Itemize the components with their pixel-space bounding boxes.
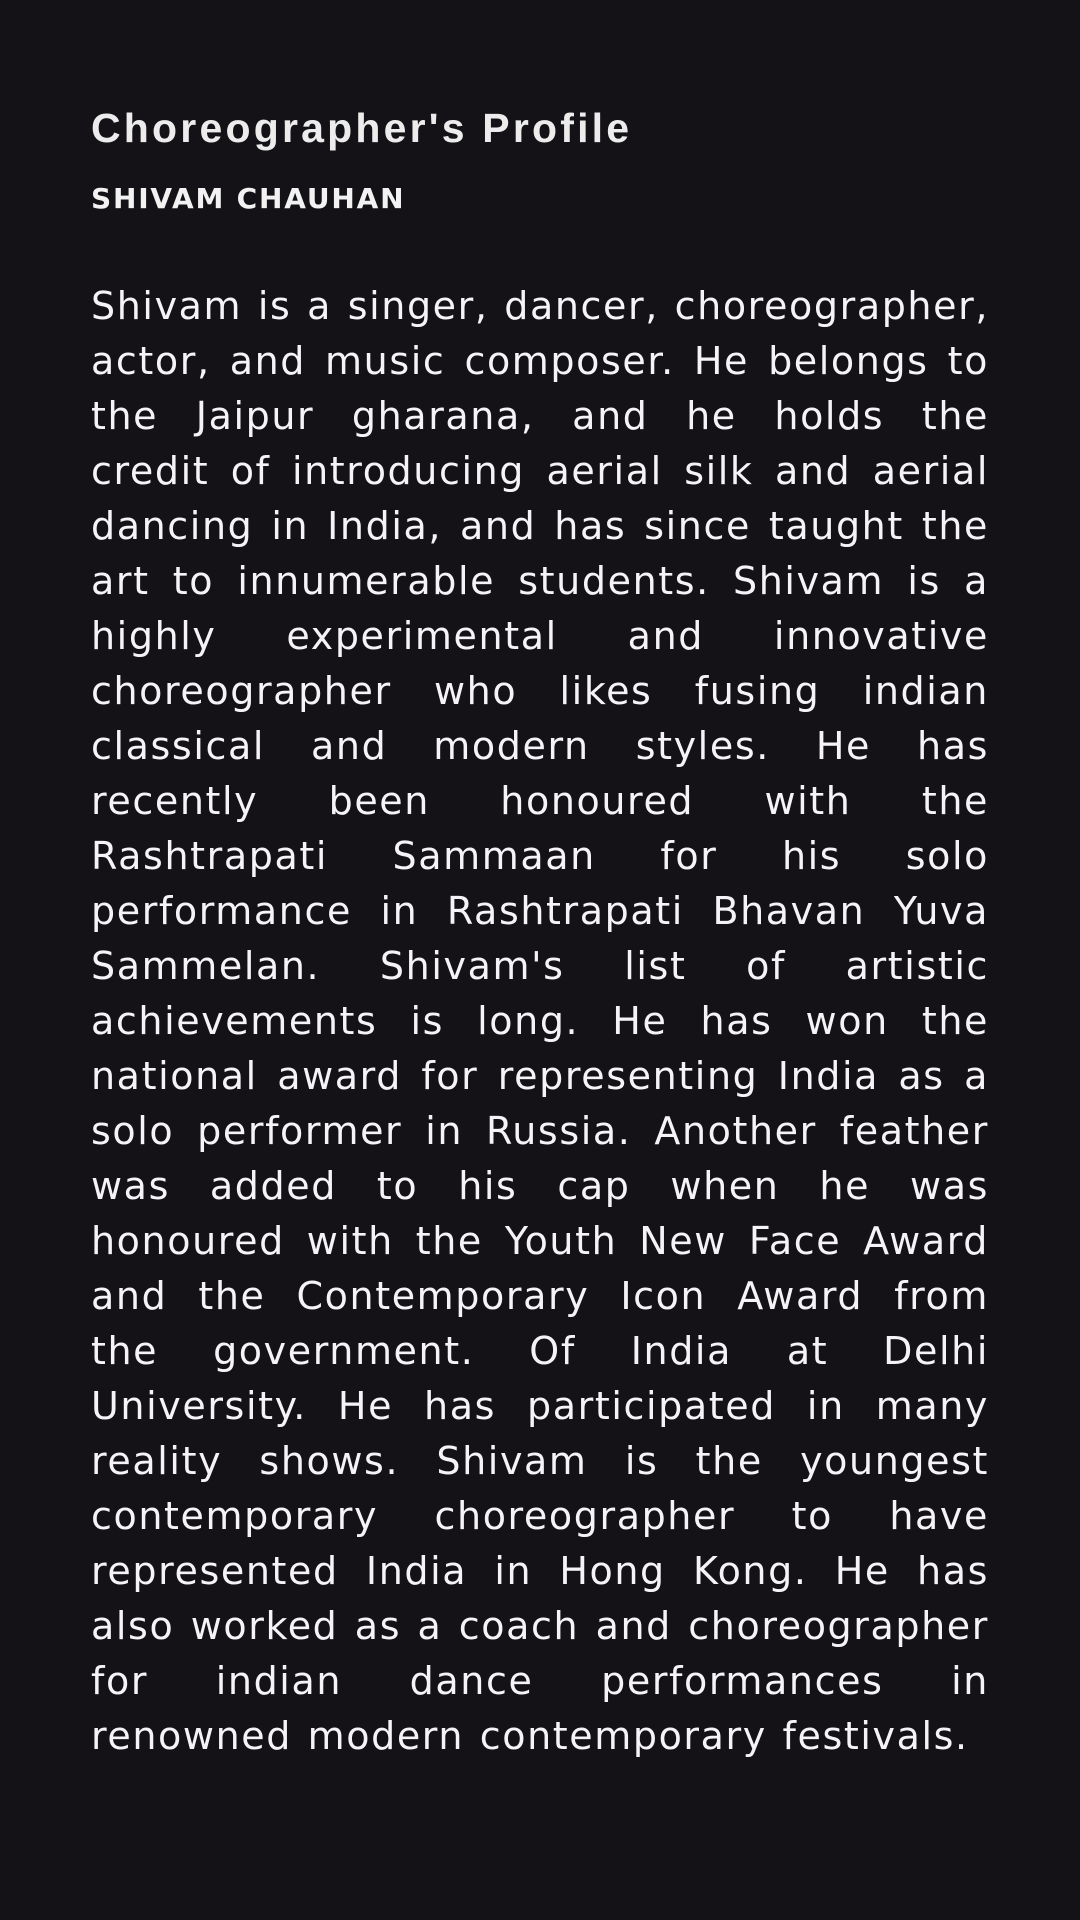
choreographer-name: SHIVAM CHAUHAN	[91, 182, 406, 215]
biography-text: Shivam is a singer, dancer, choreographer, actor, and music composer. He belongs to the Jaipur gharana, and he holds the credit of introducing aerial silk and aerial dancing in India, and has since taught the art to innumerable students. Shivam is a highly experimental and innovative choreographer who likes fusing indian classical and modern styles. He has recently been honoured with the Rashtrapati Sammaan for his solo performance in Rashtrapati Bhavan Yuva Sammelan. Shivam's list of artistic achievements is long. He has won the national award for representing India as a solo performer in Russia. Another feather was added to his cap when he was honoured with the Youth New Face Award and the Contemporary Icon Award from the government. Of India at Delhi University. He has participated in many reality shows. Shivam is the youngest contemporary choreographer to have represented India in Hong Kong. He has also worked as a coach and choreographer for indian dance performances in renowned modern contemporary festivals.	[91, 284, 989, 1758]
page-title: Choreographer's Profile	[91, 105, 633, 151]
